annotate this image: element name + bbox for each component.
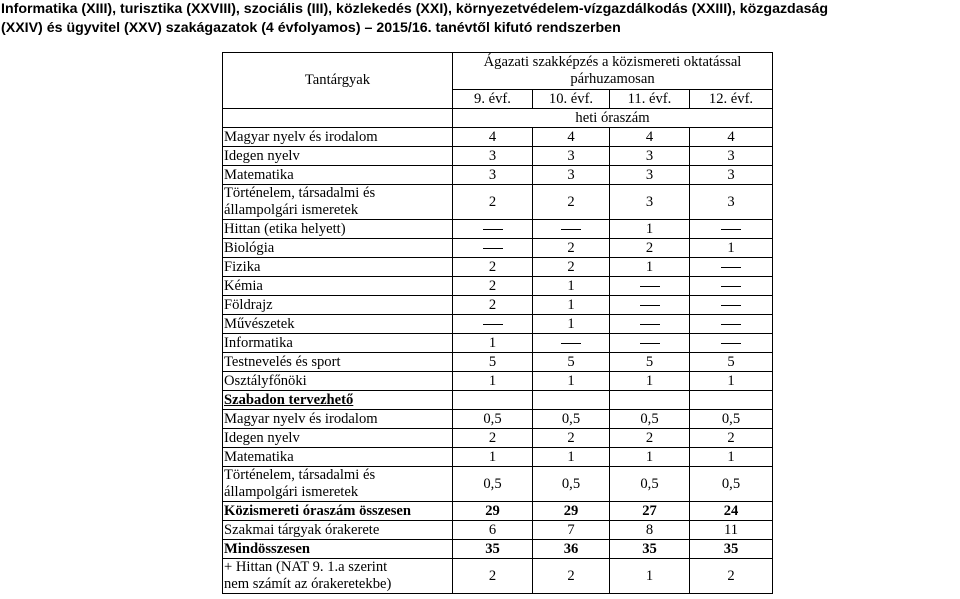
hours-cell: 1	[533, 315, 610, 334]
empty-cell	[690, 391, 773, 410]
hours-cell: 2	[453, 559, 533, 594]
subject-cell: Közismereti óraszám összesen	[223, 502, 453, 521]
hours-cell: 1	[453, 334, 533, 353]
document-heading	[0, 0, 960, 38]
hours-cell	[690, 220, 773, 239]
hours-cell: 5	[690, 353, 773, 372]
hours-cell: 1	[690, 448, 773, 467]
hours-cell	[453, 220, 533, 239]
empty-cell	[533, 391, 610, 410]
hours-cell: 2	[453, 296, 533, 315]
hours-cell: 2	[533, 429, 610, 448]
subject-row	[223, 128, 773, 147]
subject-line-2: állampolgári ismeretek	[224, 202, 359, 218]
subject-line-1: Történelem, társadalmi és	[224, 467, 376, 483]
hours-cell: 0,5	[610, 467, 690, 502]
subject-cell: Idegen nyelv	[223, 147, 453, 166]
empty-cell	[610, 391, 690, 410]
vocational-row	[223, 521, 773, 540]
hours-cell: 35	[690, 540, 773, 559]
hours-cell	[533, 334, 610, 353]
subject-line-1: Történelem, társadalmi és	[224, 185, 376, 201]
subject-cell: Magyar nyelv és irodalom	[223, 128, 453, 147]
free-section-title: Szabadon tervezhető	[223, 391, 453, 410]
grand-total-row	[223, 540, 773, 559]
dash-mark	[640, 324, 660, 325]
subject-line-2: állampolgári ismeretek	[224, 484, 359, 500]
hours-cell: 3	[533, 166, 610, 185]
hours-cell: 3	[610, 166, 690, 185]
dash-mark	[483, 229, 503, 230]
subject-row	[223, 258, 773, 277]
free-subject-row	[223, 429, 773, 448]
subject-row	[223, 296, 773, 315]
hours-cell: 1	[533, 448, 610, 467]
subject-row	[223, 166, 773, 185]
dash-mark	[640, 286, 660, 287]
hours-cell: 2	[453, 258, 533, 277]
hours-cell: 5	[453, 353, 533, 372]
hours-cell: 2	[610, 239, 690, 258]
hours-cell: 0,5	[533, 410, 610, 429]
dash-mark	[721, 267, 741, 268]
hours-cell: 2	[533, 559, 610, 594]
hours-cell	[690, 334, 773, 353]
hours-cell: 11	[690, 521, 773, 540]
subject-row	[223, 372, 773, 391]
dash-mark	[721, 305, 741, 306]
subject-row	[223, 239, 773, 258]
dash-mark	[561, 229, 581, 230]
group-header: Ágazati szakképzés a közismereti oktatással párhuzamosan	[453, 53, 773, 90]
dash-mark	[483, 248, 503, 249]
hours-cell: 2	[533, 185, 610, 220]
subject-line-2: nem számít az órakeretekbe)	[224, 576, 392, 592]
hours-cell: 0,5	[690, 410, 773, 429]
subject-cell: Informatika	[223, 334, 453, 353]
hours-cell: 3	[690, 166, 773, 185]
hours-cell: 1	[610, 258, 690, 277]
subject-cell	[223, 559, 453, 594]
heading-line-1: Informatika (XIII), turisztika (XXVIII), szociális (III), közlekedés (XXI), környezetvédelem-vízgazdálkodás (XXIII), közgazdaság	[1, 1, 829, 17]
subject-cell: Szakmai tárgyak órakerete	[223, 521, 453, 540]
hours-cell	[690, 296, 773, 315]
hours-cell: 1	[533, 296, 610, 315]
year-header: 12. évf.	[690, 90, 773, 109]
dash-mark	[721, 229, 741, 230]
hours-cell: 0,5	[533, 467, 610, 502]
hours-cell: 2	[533, 239, 610, 258]
hours-cell: 35	[610, 540, 690, 559]
hours-cell: 2	[453, 429, 533, 448]
hours-cell: 2	[453, 277, 533, 296]
dash-mark	[483, 324, 503, 325]
unit-row	[223, 109, 773, 128]
free-subject-row	[223, 448, 773, 467]
subject-cell: Testnevelés és sport	[223, 353, 453, 372]
free-subject-row	[223, 467, 773, 502]
hours-cell	[610, 296, 690, 315]
subject-cell: Idegen nyelv	[223, 429, 453, 448]
hours-cell: 3	[690, 147, 773, 166]
hours-cell: 6	[453, 521, 533, 540]
hours-cell: 1	[610, 220, 690, 239]
subject-row	[223, 220, 773, 239]
subject-cell	[223, 185, 453, 220]
subject-cell: Fizika	[223, 258, 453, 277]
hours-cell: 4	[610, 128, 690, 147]
year-header: 11. évf.	[610, 90, 690, 109]
hours-cell	[610, 277, 690, 296]
hittan-note-row	[223, 559, 773, 594]
hours-cell: 1	[610, 372, 690, 391]
hours-cell: 5	[610, 353, 690, 372]
hours-cell: 0,5	[690, 467, 773, 502]
hours-cell	[453, 315, 533, 334]
empty-cell	[453, 391, 533, 410]
subject-line-1: + Hittan (NAT 9. 1.a szerint	[224, 559, 388, 575]
hours-cell: 24	[690, 502, 773, 521]
hours-cell: 2	[690, 559, 773, 594]
hours-cell: 3	[610, 185, 690, 220]
hours-cell: 3	[690, 185, 773, 220]
hours-cell: 3	[453, 166, 533, 185]
hours-cell	[690, 258, 773, 277]
subjects-header: Tantárgyak	[223, 53, 453, 109]
subject-cell: Biológia	[223, 239, 453, 258]
hours-cell: 0,5	[453, 467, 533, 502]
hours-cell: 4	[453, 128, 533, 147]
hours-cell: 29	[533, 502, 610, 521]
hours-cell: 8	[610, 521, 690, 540]
hours-cell: 5	[533, 353, 610, 372]
unit-blank-cell	[223, 109, 453, 128]
subject-cell: Osztályfőnöki	[223, 372, 453, 391]
heading-line-2: (XXIV) és ügyvitel (XXV) szakágazatok (4 évfolyamos) – 2015/16. tanévtől kifutó rendszerben	[1, 20, 621, 36]
subject-cell	[223, 467, 453, 502]
subject-row	[223, 315, 773, 334]
hours-cell: 3	[610, 147, 690, 166]
hours-cell: 1	[610, 559, 690, 594]
hours-cell: 7	[533, 521, 610, 540]
hours-cell: 27	[610, 502, 690, 521]
hours-cell	[690, 315, 773, 334]
hours-cell: 1	[453, 372, 533, 391]
unit-label: heti óraszám	[453, 109, 773, 128]
year-header: 9. évf.	[453, 90, 533, 109]
hours-cell: 3	[453, 147, 533, 166]
hours-cell: 0,5	[453, 410, 533, 429]
hours-cell: 2	[453, 185, 533, 220]
dash-mark	[721, 324, 741, 325]
hours-cell	[610, 334, 690, 353]
dash-mark	[640, 343, 660, 344]
subject-cell: Magyar nyelv és irodalom	[223, 410, 453, 429]
subject-cell: Kémia	[223, 277, 453, 296]
dash-mark	[640, 305, 660, 306]
free-section-row	[223, 391, 773, 410]
free-subject-row	[223, 410, 773, 429]
hours-cell: 1	[690, 239, 773, 258]
subject-cell: Matematika	[223, 166, 453, 185]
general-total-row	[223, 502, 773, 521]
hours-cell: 4	[533, 128, 610, 147]
hours-cell: 29	[453, 502, 533, 521]
hours-cell: 36	[533, 540, 610, 559]
hours-cell: 1	[533, 277, 610, 296]
hours-cell: 2	[690, 429, 773, 448]
hours-cell	[690, 277, 773, 296]
hours-cell: 1	[453, 448, 533, 467]
hours-cell: 0,5	[610, 410, 690, 429]
hours-cell: 4	[690, 128, 773, 147]
dash-mark	[721, 343, 741, 344]
hours-cell: 1	[533, 372, 610, 391]
subject-cell: Mindösszesen	[223, 540, 453, 559]
hours-cell: 1	[610, 448, 690, 467]
hours-cell	[610, 315, 690, 334]
subject-row	[223, 353, 773, 372]
hours-cell	[533, 220, 610, 239]
subject-row	[223, 185, 773, 220]
header-row	[223, 53, 773, 90]
subject-cell: Hittan (etika helyett)	[223, 220, 453, 239]
subject-cell: Földrajz	[223, 296, 453, 315]
hours-cell: 2	[610, 429, 690, 448]
hours-cell: 3	[533, 147, 610, 166]
subject-cell: Művészetek	[223, 315, 453, 334]
hours-cell: 1	[690, 372, 773, 391]
subject-row	[223, 277, 773, 296]
timetable-table	[222, 52, 773, 594]
hours-cell: 35	[453, 540, 533, 559]
year-header: 10. évf.	[533, 90, 610, 109]
subject-row	[223, 334, 773, 353]
hours-cell: 2	[533, 258, 610, 277]
subject-row	[223, 147, 773, 166]
dash-mark	[721, 286, 741, 287]
hours-cell	[453, 239, 533, 258]
dash-mark	[561, 343, 581, 344]
subject-cell: Matematika	[223, 448, 453, 467]
